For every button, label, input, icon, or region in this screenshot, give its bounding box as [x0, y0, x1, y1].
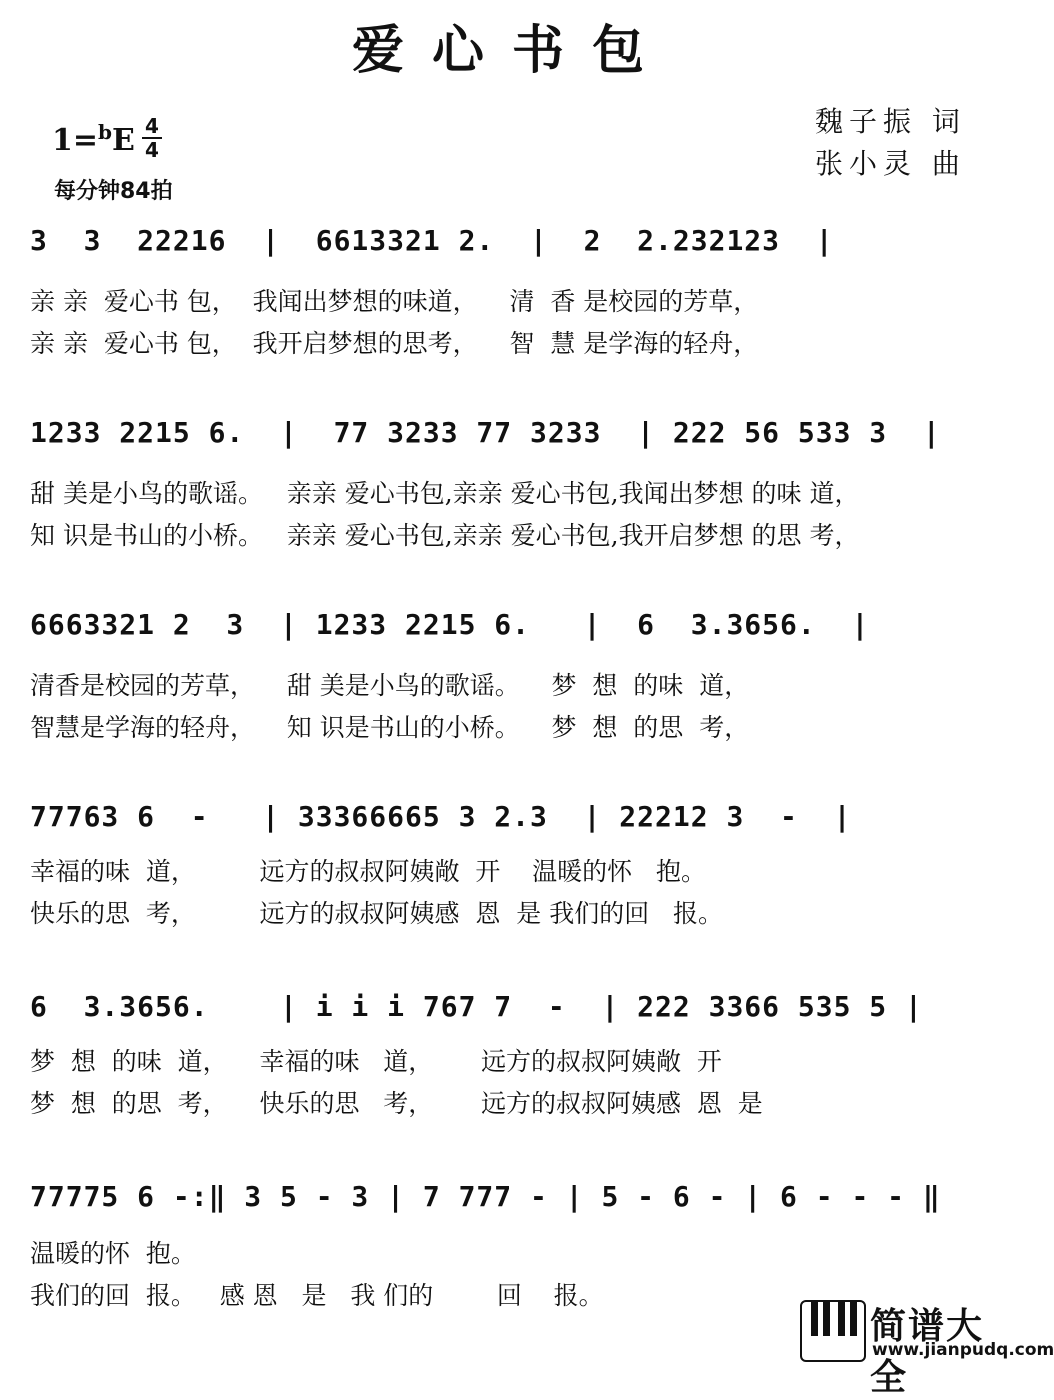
lyric-line-verse-1: 幸福的味 道， 远方的叔叔阿姨敞 开 温暖的怀 抱。: [30, 857, 706, 886]
notation-line: 77775 6 -:‖ 3 5 - 3 | 7 777 - | 5 - 6 - | 6 - - - ‖: [30, 1180, 941, 1213]
piano-icon: [800, 1300, 866, 1362]
logo-name: 简谱大全: [870, 1306, 985, 1398]
lyricist-credit: 魏子振 词: [815, 105, 966, 138]
key-prefix: 1=: [52, 123, 99, 158]
notation-line: 77763 6 - | 33366665 3 2.3 | 22212 3 - |: [30, 800, 852, 833]
piano-black-key: [850, 1302, 857, 1336]
piano-black-key: [838, 1302, 845, 1336]
site-logo[interactable]: [800, 1300, 1054, 1398]
lyric-line-verse-1: 亲 亲 爱心书 包， 我闻出梦想的味道， 清 香 是校园的芳草，: [30, 287, 759, 316]
key-note: E: [112, 123, 135, 158]
piano-black-key: [811, 1302, 818, 1336]
lyric-line-verse-2: 亲 亲 爱心书 包， 我开启梦想的思考， 智 慧 是学海的轻舟，: [30, 329, 759, 358]
lyric-line-verse-1: 温暖的怀 抱。: [30, 1239, 196, 1268]
lyric-line-verse-2: 我们的回 报。 感 恩 是 我 们的 回 报。: [30, 1281, 604, 1310]
notation-line: 1233 2215 6. | 77 3233 77 3233 | 222 56 533 3 |: [30, 416, 941, 449]
meter-top: 4: [145, 114, 159, 138]
piano-black-key: [823, 1302, 830, 1336]
song-title: 爱心书包: [351, 20, 672, 81]
tempo-marking: 每分钟84拍: [54, 179, 173, 204]
lyric-line-verse-2: 快乐的思 考， 远方的叔叔阿姨感 恩 是 我们的回 报。: [30, 899, 724, 928]
meter-bottom: 4: [145, 138, 159, 162]
notation-line: 6 3.3656. | i i i 767 7 - | 222 3366 535 5 |: [30, 990, 923, 1023]
lyric-line-verse-1: 清香是校园的芳草， 甜 美是小鸟的歌谣。 梦 想 的味 道，: [30, 671, 750, 700]
lyric-line-verse-2: 知 识是书山的小桥。 亲亲 爱心书包,亲亲 爱心书包,我开启梦想 的思 考，: [30, 521, 860, 550]
notation-line: 3 3 22216 | 6613321 2. | 2 2.232123 |: [30, 224, 834, 257]
composer-credit: 张小灵 曲: [815, 147, 966, 180]
lyric-line-verse-1: 梦 想 的味 道， 幸福的味 道， 远方的叔叔阿姨敞 开: [30, 1047, 722, 1076]
logo-url: www.jianpudq.com: [872, 1340, 1054, 1360]
flat-sign: b: [98, 120, 112, 144]
key-signature: [52, 120, 135, 158]
time-signature: [142, 116, 162, 160]
lyric-line-verse-2: 梦 想 的思 考， 快乐的思 考， 远方的叔叔阿姨感 恩 是: [30, 1089, 763, 1118]
lyric-line-verse-1: 甜 美是小鸟的歌谣。 亲亲 爱心书包,亲亲 爱心书包,我闻出梦想 的味 道，: [30, 479, 860, 508]
lyric-line-verse-2: 智慧是学海的轻舟， 知 识是书山的小桥。 梦 想 的思 考，: [30, 713, 750, 742]
notation-line: 6663321 2 3 | 1233 2215 6. | 6 3.3656. |: [30, 608, 870, 641]
